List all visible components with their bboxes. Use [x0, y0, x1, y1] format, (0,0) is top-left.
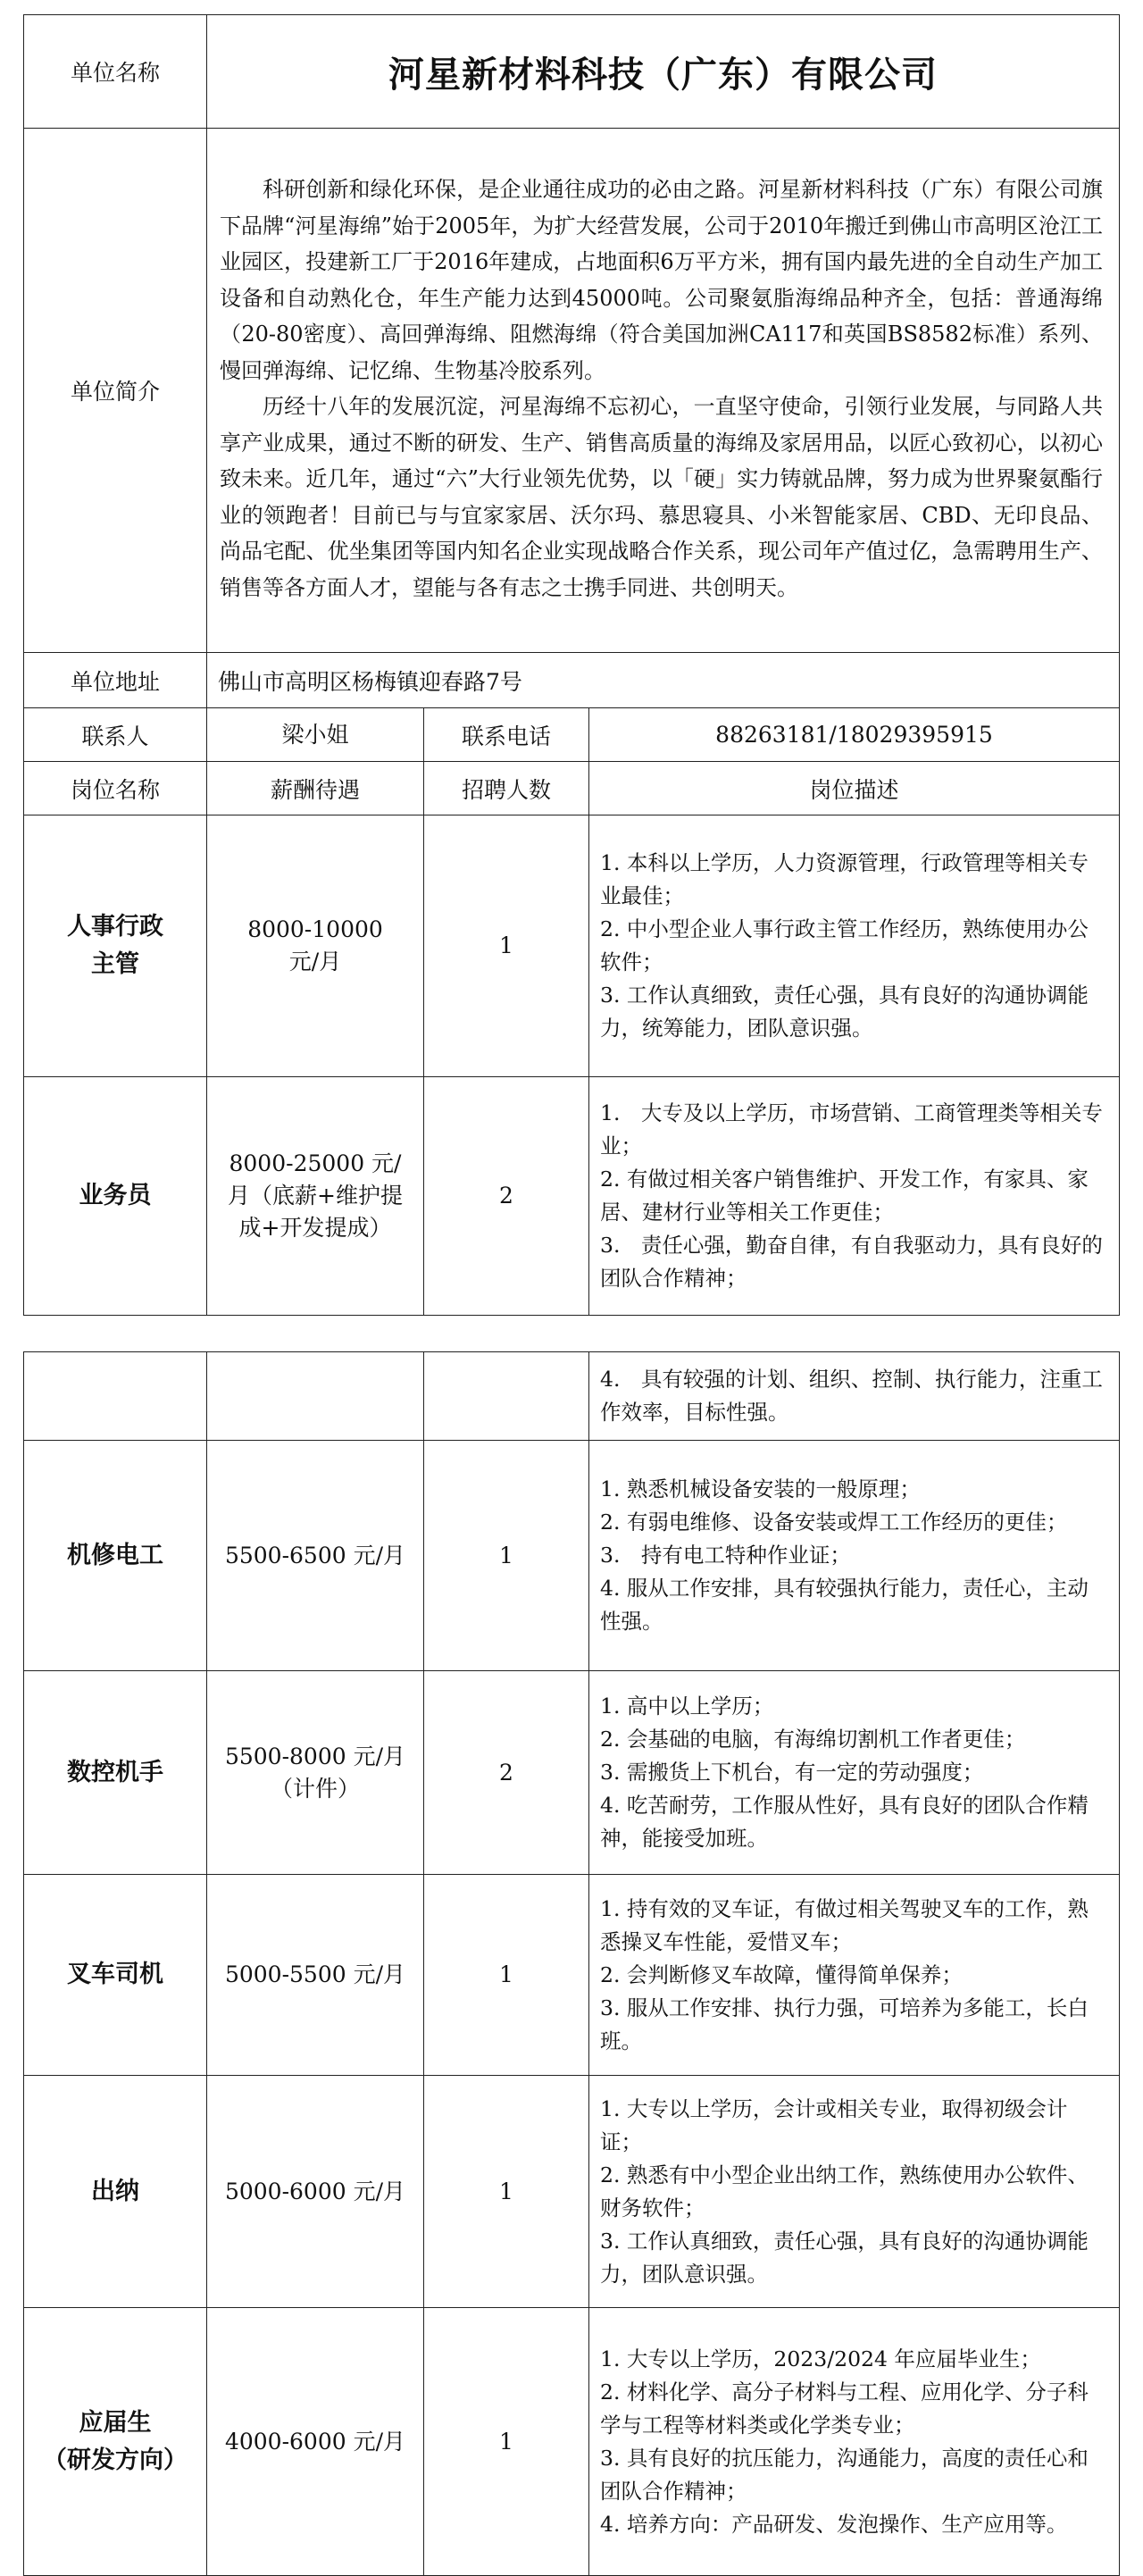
address-value: 佛山市高明区杨梅镇迎春路7号	[207, 653, 1120, 708]
job-row-hr-admin	[24, 815, 1120, 1077]
job-count: 2	[424, 1077, 589, 1316]
job-title-line-2: 主管	[91, 950, 139, 978]
job-description	[589, 1077, 1120, 1316]
job-description	[589, 815, 1120, 1077]
job-description	[589, 2076, 1120, 2308]
job-row-cnc-operator	[24, 1671, 1120, 1875]
contact-row	[24, 708, 1120, 762]
header-description: 岗位描述	[589, 762, 1120, 815]
job-requirement: 2. 材料化学、高分子材料与工程、应用化学、分子科学与工程等材料类或化学类专业；	[600, 2379, 1089, 2438]
company-table-part-1	[23, 14, 1120, 1316]
job-count: 2	[424, 1671, 589, 1875]
company-intro-row	[24, 129, 1120, 653]
company-name: 河星新材料科技（广东）有限公司	[207, 15, 1120, 129]
job-requirement: 2. 有做过相关客户销售维护、开发工作，有家具、家居、建材行业等相关工作更佳；	[600, 1167, 1089, 1225]
company-name-label: 单位名称	[24, 15, 207, 129]
header-count: 招聘人数	[424, 762, 589, 815]
job-count: 1	[424, 2076, 589, 2308]
job-count: 1	[424, 815, 589, 1077]
job-salary-line-3: 成+开发提成）	[238, 1215, 392, 1241]
job-salary-line-1: 5500-8000 元/月	[224, 1743, 406, 1769]
job-salary-line-2: 月（底薪+维护提	[228, 1183, 403, 1209]
job-requirement: 3. 工作认真细致，责任心强，具有良好的沟通协调能力，团队意识强。	[600, 2228, 1089, 2287]
intro-paragraph-1: 科研创新和绿化环保，是企业通往成功的必由之路。河星新材料科技（广东）有限公司旗下品牌“河星海绵”始于2005年，为扩大经营发展，公司于2010年搬迁到佛山市高明区沧江工业园区，投建新工厂于2016年建成，占地面积6万平方米，拥有国内最先进的全自动生产加工设备和自动熟化仓，年生产能力达到45000吨。公司聚氨脂海绵品种齐全，包括：普通海绵（20-80密度）、高回弹海绵、阻燃海绵（符合美国加洲CA117和英国BS8582标准）系列、慢回弹海绵、记忆绵、生物基冷胶系列。	[220, 177, 1103, 383]
job-title: 出纳	[24, 2076, 207, 2308]
phone-value: 88263181/18029395915	[589, 708, 1120, 762]
empty-cell	[424, 1352, 589, 1441]
job-salary-line-1: 8000-25000 元/	[229, 1150, 402, 1176]
job-requirement: 2. 熟悉有中小型企业出纳工作，熟练使用办公软件、财务软件；	[600, 2162, 1089, 2221]
page-break-gap	[23, 1316, 1120, 1351]
table-header-row	[24, 762, 1120, 815]
job-salary: 5000-5500 元/月	[207, 1875, 424, 2076]
job-salary: 5000-6000 元/月	[207, 2076, 424, 2308]
job-title-line-2: （研发方向）	[43, 2446, 188, 2474]
address-row	[24, 653, 1120, 708]
job-salary: 4000-6000 元/月	[207, 2308, 424, 2576]
job-requirement: 3. 服从工作安排、执行力强，可培养为多能工，长白班。	[600, 1995, 1089, 2053]
job-requirement: 2. 会判断修叉车故障，懂得简单保养；	[600, 1961, 963, 1987]
job-requirement: 3. 需搬货上下机台，有一定的劳动强度；	[600, 1760, 984, 1785]
job-requirement: 4. 吃苦耐劳，工作服从性好，具有良好的团队合作精神，能接受加班。	[600, 1793, 1089, 1851]
job-row-cashier	[24, 2076, 1120, 2308]
empty-cell	[207, 1352, 424, 1441]
job-count: 1	[424, 2308, 589, 2576]
job-requirement: 1. 持有效的叉车证，有做过相关驾驶叉车的工作，熟悉操叉车性能，爱惜叉车；	[600, 1895, 1089, 1954]
job-requirement: 3. 具有良好的抗压能力，沟通能力，高度的责任心和团队合作精神；	[600, 2445, 1089, 2504]
job-salary	[207, 1671, 424, 1875]
job-requirement: 1. 大专以上学历，2023/2024 年应届毕业生；	[600, 2346, 1041, 2371]
contact-label: 联系人	[24, 708, 207, 762]
contact-value: 梁小姐	[207, 708, 424, 762]
job-requirement: 4. 具有较强的计划、组织、控制、执行能力，注重工作效率，目标性强。	[600, 1367, 1103, 1425]
job-requirement: 1. 本科以上学历，人力资源管理，行政管理等相关专业最佳；	[600, 850, 1089, 908]
job-description	[589, 2308, 1120, 2576]
job-count: 1	[424, 1441, 589, 1671]
job-description	[589, 1352, 1120, 1441]
job-salary-line-1: 8000-10000	[247, 916, 383, 942]
job-title-line-1: 应届生	[79, 2408, 152, 2437]
job-requirement: 4. 培养方向：产品研发、发泡操作、生产应用等。	[600, 2511, 1068, 2537]
address-label: 单位地址	[24, 653, 207, 708]
job-salary-line-2: 元/月	[288, 949, 342, 974]
job-salary-line-2: （计件）	[270, 1775, 360, 1802]
job-title	[24, 2308, 207, 2576]
job-row-salesperson-continued	[24, 1352, 1120, 1441]
job-requirement: 1. 大专以上学历，会计或相关专业，取得初级会计证；	[600, 2095, 1068, 2154]
company-table-part-2	[23, 1351, 1120, 2576]
header-position: 岗位名称	[24, 762, 207, 815]
job-salary: 5500-6500 元/月	[207, 1441, 424, 1671]
job-requirement: 1. 高中以上学历；	[600, 1694, 774, 1719]
recruitment-sheet	[23, 14, 1120, 2576]
job-title: 机修电工	[24, 1441, 207, 1671]
job-description	[589, 1441, 1120, 1671]
job-requirement: 2. 中小型企业人事行政主管工作经历，熟练使用办公软件；	[600, 916, 1089, 974]
header-salary: 薪酬待遇	[207, 762, 424, 815]
job-row-salesperson	[24, 1077, 1120, 1316]
job-requirement: 3. 工作认真细致，责任心强，具有良好的沟通协调能力，统筹能力，团队意识强。	[600, 983, 1089, 1041]
company-intro	[207, 129, 1120, 653]
job-requirement: 3. 持有电工特种作业证；	[600, 1543, 851, 1568]
empty-cell	[24, 1352, 207, 1441]
job-count: 1	[424, 1875, 589, 2076]
job-title	[24, 815, 207, 1077]
job-description	[589, 1875, 1120, 2076]
job-row-electrician	[24, 1441, 1120, 1671]
job-title: 叉车司机	[24, 1875, 207, 2076]
company-name-row	[24, 15, 1120, 129]
job-requirement: 3. 责任心强，勤奋自律，有自我驱动力，具有良好的团队合作精神；	[600, 1233, 1103, 1291]
job-requirement: 2. 有弱电维修、设备安装或焊工工作经历的更佳；	[600, 1510, 1068, 1535]
phone-label: 联系电话	[424, 708, 589, 762]
job-row-graduate-rd	[24, 2308, 1120, 2576]
job-salary	[207, 1077, 424, 1316]
job-requirement: 2. 会基础的电脑，有海绵切割机工作者更佳；	[600, 1727, 1026, 1752]
job-salary	[207, 815, 424, 1077]
job-title: 数控机手	[24, 1671, 207, 1875]
intro-paragraph-2: 历经十八年的发展沉淀，河星海绵不忘初心，一直坚守使命，引领行业发展，与同路人共享产业成果，通过不断的研发、生产、销售高质量的海绵及家居用品，以匠心致初心，以初心致未来。近几年，通过“六”大行业领先优势，以「硬」实力铸就品牌，努力成为世界聚氨酯行业的领跑者！目前已与与宜家家居、沃尔玛、慕思寝具、小米智能家居、CBD、无印良品、尚品宅配、优坐集团等国内知名企业实现战略合作关系，现公司年产值过亿，急需聘用生产、销售等各方面人才，望能与各有志之士携手同进、共创明天。	[220, 394, 1103, 600]
job-row-forklift-driver	[24, 1875, 1120, 2076]
company-intro-label: 单位简介	[24, 129, 207, 653]
job-description	[589, 1671, 1120, 1875]
job-requirement: 4. 服从工作安排，具有较强执行能力，责任心，主动性强。	[600, 1576, 1089, 1634]
job-title: 业务员	[24, 1077, 207, 1316]
job-requirement: 1. 熟悉机械设备安装的一般原理；	[600, 1476, 921, 1501]
job-title-line-1: 人事行政	[67, 913, 163, 941]
job-requirement: 1. 大专及以上学历，市场营销、工商管理类等相关专业；	[600, 1100, 1103, 1158]
